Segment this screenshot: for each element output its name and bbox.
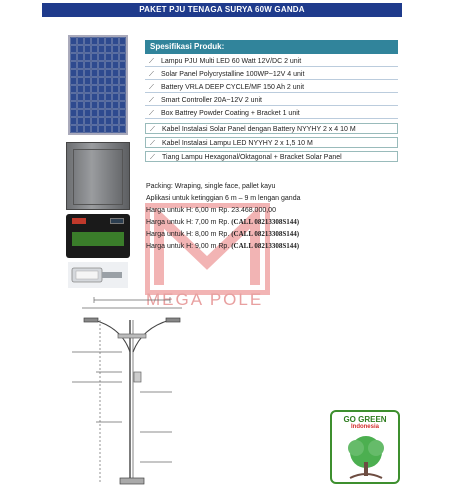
logo-line2: Indonesia (350, 424, 379, 430)
go-green-logo (330, 410, 400, 484)
spec-item: ⟋ Smart Controller 20A~12V 2 unit (145, 95, 398, 106)
battery-box-image (66, 142, 130, 210)
pencil-icon: ⟋ (149, 71, 154, 78)
spec-item: ⟋ Lampu PJU Multi LED 60 Watt 12V/DC 2 unit (145, 56, 398, 67)
pencil-icon: ⟋ (150, 154, 155, 161)
pencil-icon: ⟋ (149, 97, 154, 104)
solar-grid-icon (70, 37, 126, 133)
led-lamp-image (68, 262, 128, 288)
pencil-icon: ⟋ (149, 84, 154, 91)
tree-icon (340, 434, 392, 482)
spec-item: ⟋ Box Battrey Powder Coating + Bracket 1 unit (145, 108, 398, 119)
pencil-icon: ⟋ (150, 126, 155, 133)
price-line: Harga untuk H: 6,00 m Rp. 23.468.000,00 (146, 207, 276, 214)
spec-item: ⟋ Battery VRLA DEEP CYCLE/MF 150 Ah 2 unit (145, 82, 398, 93)
pencil-icon: ⟋ (149, 110, 154, 117)
pencil-icon: ⟋ (149, 58, 154, 65)
aplikasi-text: Aplikasi untuk ketinggian 6 m – 9 m lengan ganda (146, 195, 301, 202)
price-line: Harga untuk H: 8,00 m Rp. (CALL 08213308S144) (146, 230, 300, 238)
spec-header: Spesifikasi Produk: (145, 40, 398, 54)
watermark-text: MEGA POLE (146, 290, 264, 309)
lamp-icon (68, 262, 128, 288)
battery-image (66, 214, 130, 258)
solar-panel-image (68, 35, 128, 135)
spec-item: ⟋ Tiang Lampu Hexagonal/Oktagonal + Bracket Solar Panel (145, 151, 398, 162)
spec-item: ⟋ Kabel Instalasi Lampu LED NYYHY 2 x 1,5 10 M (145, 137, 398, 148)
logo-line1: GO GREEN (343, 415, 387, 424)
page-title: PAKET PJU TENAGA SURYA 60W GANDA (42, 3, 402, 17)
packing-text: Packing: Wraping, single face, pallet kayu (146, 183, 276, 190)
pole-drawing (62, 292, 202, 492)
spec-item: ⟋ Kabel Instalasi Solar Panel dengan Battery NYYHY 2 x 4 10 M (145, 123, 398, 134)
price-line: Harga untuk H: 7,00 m Rp. (CALL 08213308S144) (146, 218, 300, 226)
price-line: Harga untuk H: 9,00 m Rp. (CALL 08213308S144) (146, 242, 300, 250)
spec-item: ⟋ Solar Panel Polycrystalline 100WP~12V 4 unit (145, 69, 398, 80)
pencil-icon: ⟋ (150, 140, 155, 147)
